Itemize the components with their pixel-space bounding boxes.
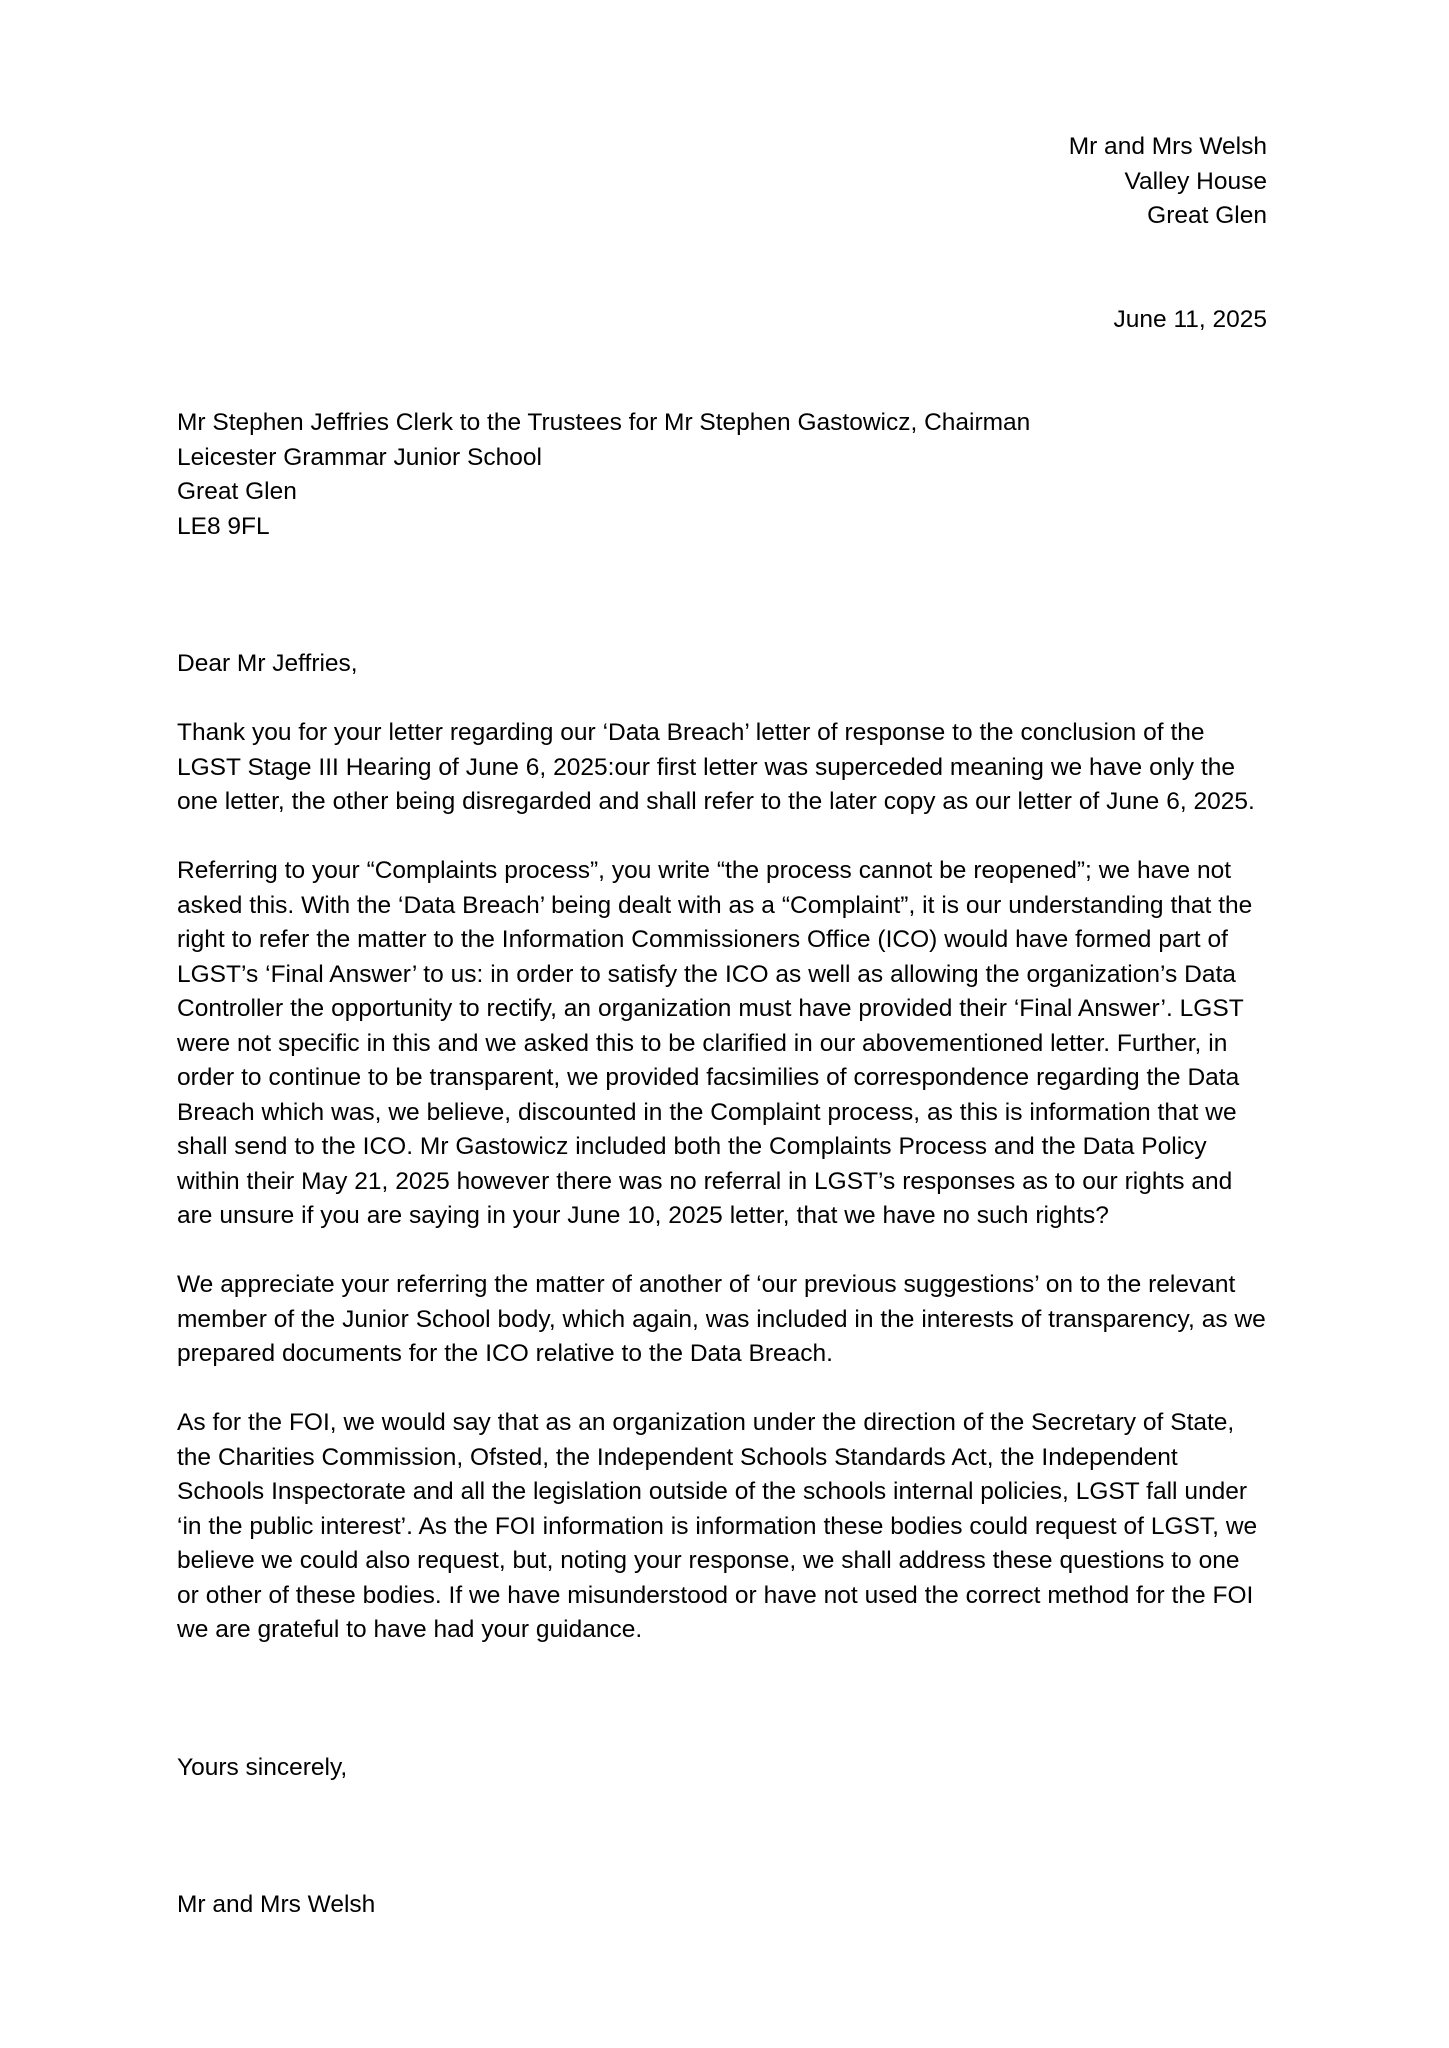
body-paragraph-2: Referring to your “Complaints process”, you write “the process cannot be reopened”; we have not asked this. With the ‘Data Breach’ being dealt with as a “Complaint”, it is our understanding that the right to refer the matter to the Information Commissioners Office (ICO) would have formed part of LGST’s ‘Final Answer’ to us: in order to satisfy the ICO as well as allowing the organization’s Data Controller the opportunity to rectify, an organization must have provided their ‘Final Answer’. LGST were not specific in this and we asked this to be clarified in our abovementioned letter. Further, in order to continue to be transparent, we provided facsimilies of correspondence regarding the Data Breach which was, we believe, discounted in the Complaint process, as this is information that we shall send to the ICO. Mr Gastowicz included both the Complaints Process and the Data Policy within their May 21, 2025 however there was no referral in LGST’s responses as to our rights and are unsure if you are saying in your June 10, 2025 letter, that we have no such rights? — [177, 857, 1253, 1229]
sender-address-line-1: Valley House — [1124, 167, 1267, 195]
sender-address-line-2: Great Glen — [1147, 202, 1267, 229]
letter-date: June 11, 2025 — [1113, 305, 1267, 333]
sender-name: Mr and Mrs Welsh — [1068, 133, 1267, 160]
body-paragraph-3: We appreciate your referring the matter of another of ‘our previous suggestions’ on to the relevant member of the Junior School body, which again, was included in the interests of transparency, as we prepared documents for the ICO relative to the Data Breach. — [177, 1271, 1266, 1367]
recipient-name: Mr Stephen Jeffries Clerk to the Trustees for Mr Stephen Gastowicz, Chairman — [177, 409, 1031, 436]
signature-name: Mr and Mrs Welsh — [177, 1891, 376, 1918]
body-paragraph-1: Thank you for your letter regarding our ‘Data Breach’ letter of response to the conclusion of the LGST Stage III Hearing of June 6, 2025:our first letter was superceded meaning we have only the one letter, the other being disregarded and shall refer to the later copy as our letter of June 6, 2025. — [177, 719, 1255, 815]
recipient-postcode: LE8 9FL — [177, 512, 270, 540]
sender-address-block — [177, 130, 1267, 234]
recipient-organization: Leicester Grammar Junior School — [177, 443, 542, 471]
letter-content — [177, 130, 1267, 1923]
body-paragraph-4: As for the FOI, we would say that as an organization under the direction of the Secretary of State, the Charities Commission, Ofsted, the Independent Schools Standards Act, the Independent Schools Inspectorate and all the legislation outside of the schools internal policies, LGST fall under ‘in the public interest’. As the FOI information is information these bodies could request of LGST, we believe we could also request, but, noting your response, we shall address these questions to one or other of these bodies. If we have misunderstood or have not used the correct method for the FOI we are grateful to have had your guidance. — [177, 1409, 1258, 1643]
recipient-town: Great Glen — [177, 478, 297, 505]
salutation: Dear Mr Jeffries, — [177, 650, 358, 677]
recipient-address-block — [177, 406, 1267, 544]
closing-salutation: Yours sincerely, — [177, 1753, 348, 1781]
